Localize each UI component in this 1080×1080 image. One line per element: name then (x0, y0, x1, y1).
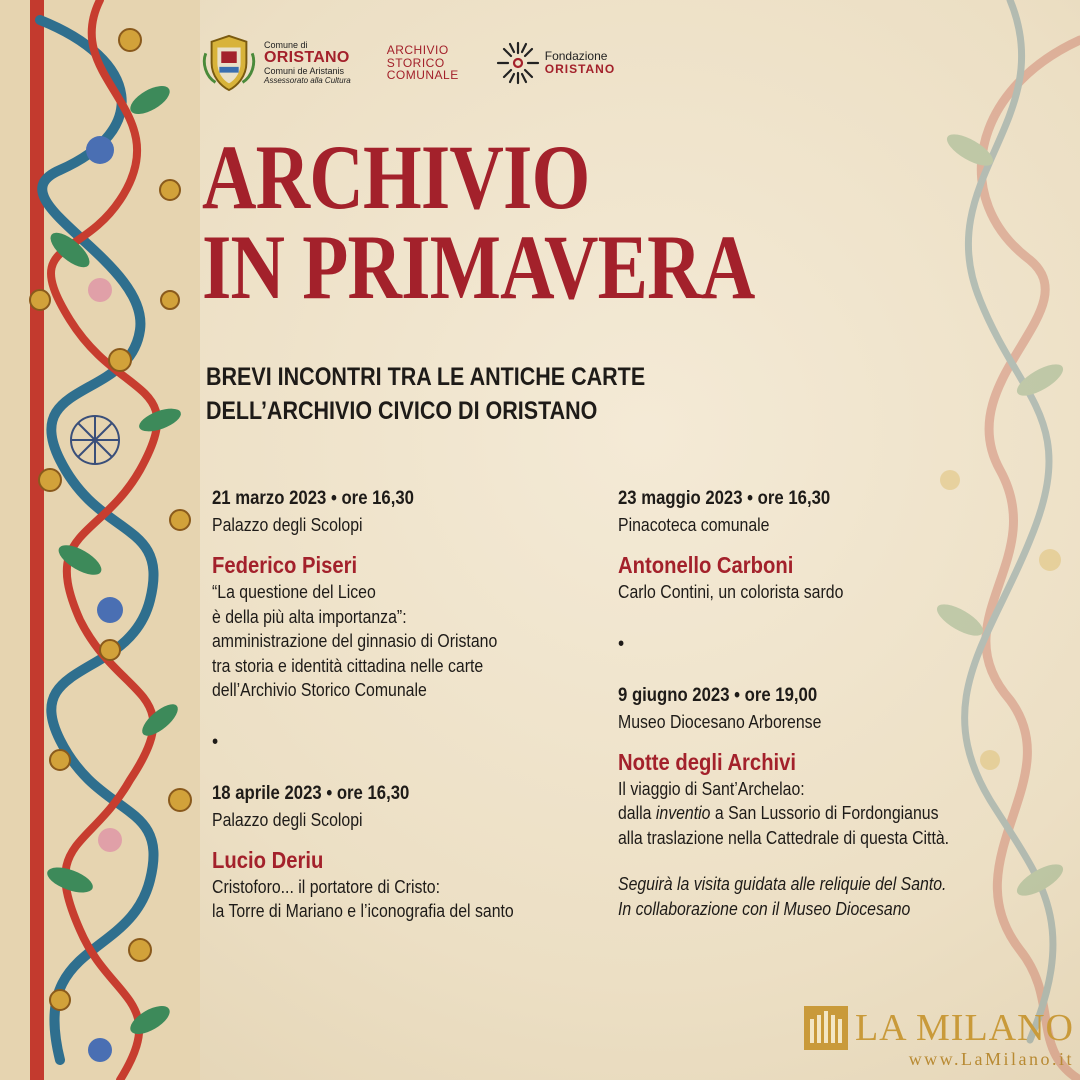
title-line-2: IN PRIMAVERA (202, 216, 755, 319)
fondazione-line-1: Fondazione (544, 49, 608, 64)
lamilano-logo-icon (803, 1005, 849, 1051)
event-card (212, 781, 514, 924)
separator-bullet: • (212, 730, 219, 753)
event-description-line: Carlo Contini, un colorista sardo (618, 582, 844, 602)
floral-border-left (0, 0, 200, 1080)
event-speaker: Antonello Carboni (618, 552, 794, 578)
text-fragment: dalla (618, 803, 656, 823)
watermark-name: LA MILANO (854, 1007, 1074, 1049)
comune-assessorato: Assessorato alla Cultura (264, 75, 351, 85)
event-speaker: Lucio Deriu (212, 846, 324, 873)
event-description-line: è della più alta importanza”: (212, 606, 407, 627)
comune-label: Comune di (264, 39, 308, 50)
event-speaker: Notte degli Archivi (618, 748, 797, 775)
comune-name: ORISTANO (264, 49, 350, 67)
fondazione-oristano-logo (495, 40, 615, 86)
event-date: 21 marzo 2023 • ore 16,30 (212, 488, 414, 509)
fondazione-star-icon (495, 40, 541, 86)
title-line-1: ARCHIVIO (202, 126, 590, 228)
event-description-line: alla traslazione nella Cattedrale di questa Città. (618, 827, 950, 848)
event-description-line: Cristoforo... il portatore di Cristo: (212, 876, 441, 897)
sponsor-logos (200, 34, 615, 92)
main-title (202, 126, 755, 319)
event-description-line: tra storia e identità cittadina nelle carte (212, 655, 484, 676)
event-note: In collaborazione con il Museo Diocesano (618, 898, 911, 919)
italic-term: inventio (655, 803, 711, 823)
event-date: 18 aprile 2023 • ore 16,30 (212, 782, 410, 804)
event-note: Seguirà la visita guidata alle reliquie del Santo. (618, 874, 947, 894)
separator-bullet: • (618, 632, 625, 655)
archivio-line-2: STORICO (386, 55, 445, 70)
event-card (618, 683, 949, 922)
fondazione-line-2: ORISTANO (544, 62, 616, 76)
event-description-line: la Torre di Mariano e l’iconografia del santo (212, 901, 514, 921)
archivio-storico-logo (387, 44, 459, 83)
coat-of-arms-icon (200, 34, 258, 92)
archivio-line-1: ARCHIVIO (386, 42, 449, 57)
event-speaker: Federico Piseri (212, 552, 358, 578)
events-left-column (212, 486, 514, 924)
event-card (618, 486, 949, 605)
events-right-column (618, 486, 949, 921)
event-place: Pinacoteca comunale (618, 515, 770, 535)
comune-oristano-logo (200, 34, 351, 92)
event-place: Palazzo degli Scolopi (212, 809, 363, 830)
subtitle (206, 360, 645, 428)
event-place: Museo Diocesano Arborense (618, 711, 822, 732)
event-place: Palazzo degli Scolopi (212, 515, 363, 535)
watermark-url[interactable]: www.LaMilano.it (908, 1049, 1074, 1069)
event-card (212, 486, 514, 703)
event-description-line: amministrazione del ginnasio di Oristano (212, 631, 498, 651)
subtitle-line-2: DELL’ARCHIVIO CIVICO DI ORISTANO (206, 397, 598, 425)
event-description-line: Il viaggio di Sant’Archelao: (618, 778, 805, 799)
event-description-line: “La questione del Liceo (212, 582, 376, 602)
event-description-line: dell’Archivio Storico Comunale (212, 680, 427, 700)
lamilano-watermark (803, 1005, 1074, 1070)
subtitle-line-1: BREVI INCONTRI TRA LE ANTICHE CARTE (206, 363, 646, 391)
comune-sub: Comuni de Aristanis (264, 66, 345, 77)
event-description-line (618, 801, 949, 826)
event-date: 23 maggio 2023 • ore 16,30 (618, 488, 831, 509)
text-fragment: a San Lussorio di Fordongianus (710, 803, 939, 823)
event-date: 9 giugno 2023 • ore 19,00 (618, 684, 818, 706)
archivio-line-3: COMUNALE (386, 68, 459, 83)
